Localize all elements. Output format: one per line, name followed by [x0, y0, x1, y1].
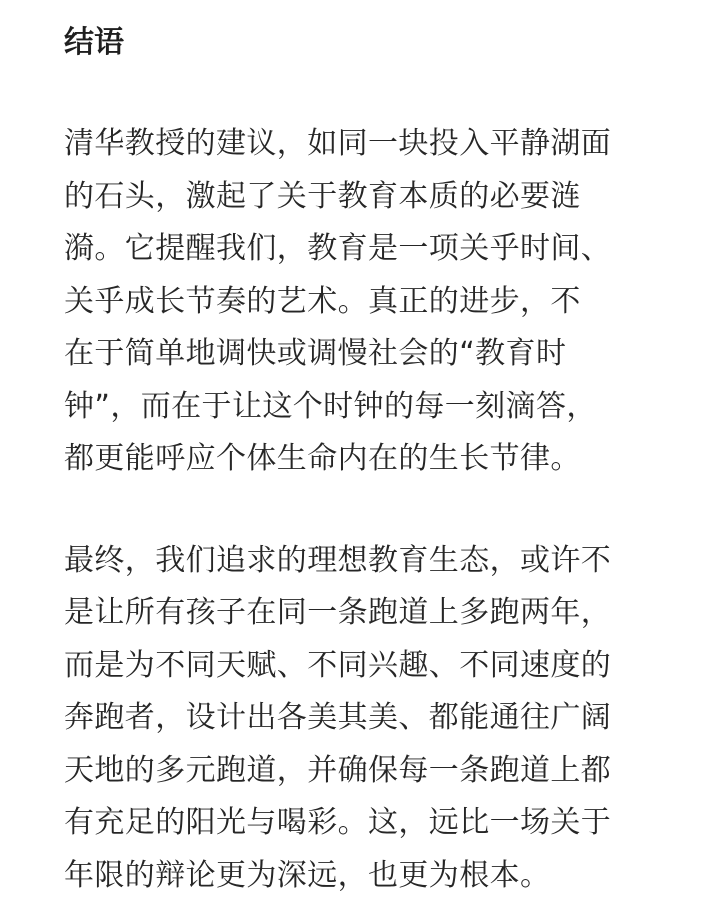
paragraph-line: 的石头，激起了关于教育本质的必要涟: [64, 171, 672, 224]
paragraph-line: 奔跑者，设计出各美其美、都能通往广阔: [64, 692, 672, 745]
paragraph-2: [64, 535, 672, 902]
paragraph-line: 年限的辩论更为深远，也更为根本。: [64, 850, 672, 902]
paragraph-line: 而是为不同天赋、不同兴趣、不同速度的: [64, 640, 672, 693]
paragraph-line: 在于简单地调快或调慢社会的“教育时: [64, 328, 672, 381]
section-heading: 结语: [64, 20, 672, 66]
paragraph-line: 清华教授的建议，如同一块投入平静湖面: [64, 118, 672, 171]
paragraph-line: 都更能呼应个体生命内在的生长节律。: [64, 433, 672, 486]
paragraph-line: 天地的多元跑道，并确保每一条跑道上都: [64, 745, 672, 798]
paragraph-line: 是让所有孩子在同一条跑道上多跑两年，: [64, 587, 672, 640]
paragraph-1: [64, 118, 672, 486]
paragraph-line: 漪。它提醒我们，教育是一项关乎时间、: [64, 223, 672, 276]
paragraph-line: 钟”，而在于让这个时钟的每一刻滴答，: [64, 381, 672, 434]
paragraph-line: 关乎成长节奏的艺术。真正的进步，不: [64, 276, 672, 329]
paragraph-line: 有充足的阳光与喝彩。这，远比一场关于: [64, 797, 672, 850]
paragraph-line: 最终，我们追求的理想教育生态，或许不: [64, 535, 672, 588]
